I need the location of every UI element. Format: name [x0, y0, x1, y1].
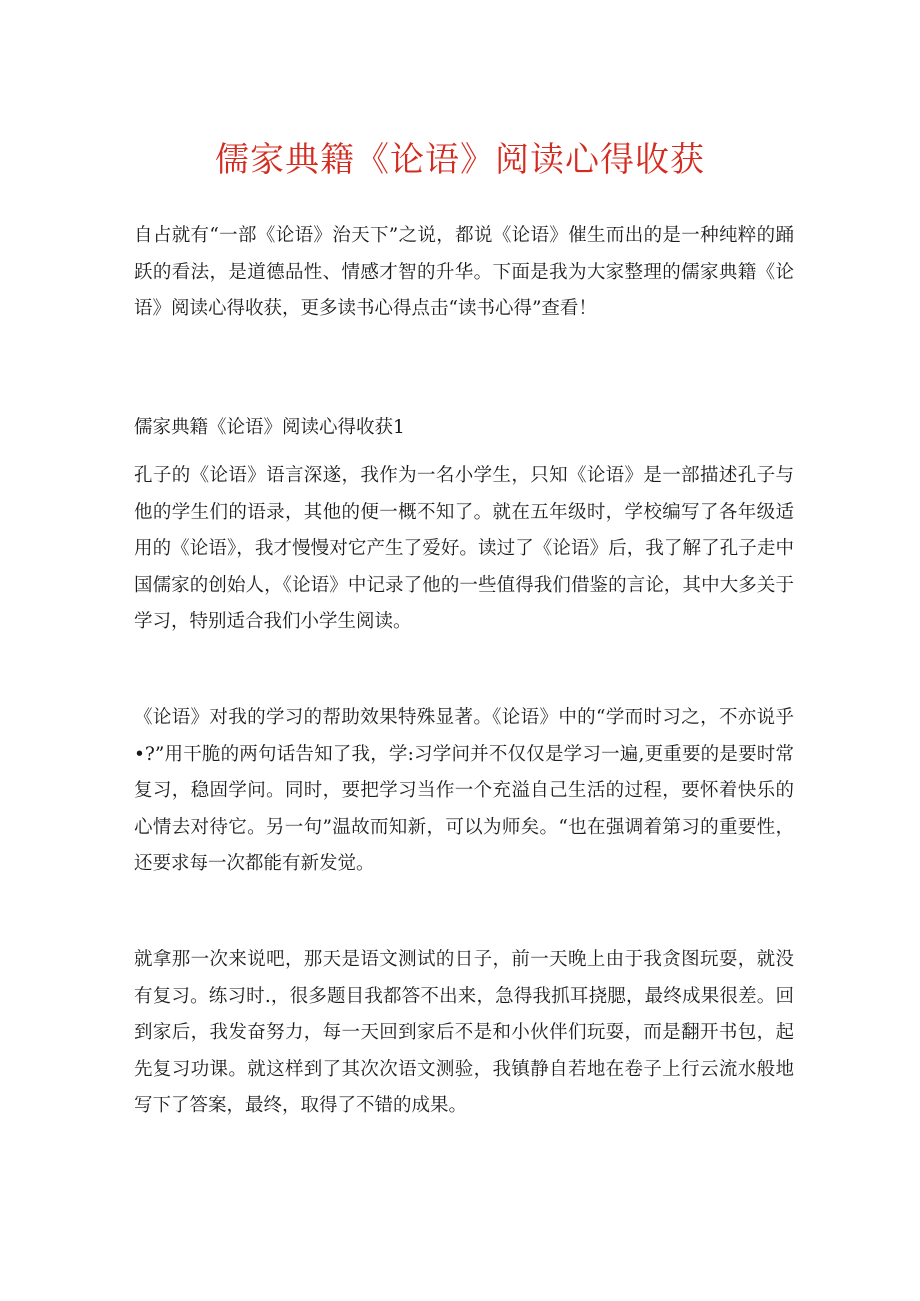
document-title: 儒家典籍《论语》阅读心得收获 [215, 140, 705, 180]
intro-paragraph: 自占就有“一部《论语》治天下”之说，都说《论语》催生而出的是一种纯粹的踊跃的看法，是道德品性、情感才智的升华。下面是我为大家整理的儒家典籍《论语》阅读心得收获，更多读书心得点击“读书心得”查看！ [134, 225, 794, 319]
body-paragraph-2: 《论语》对我的学习的帮助效果特殊显著。《论语》中的“学而时习之，不亦说乎•?”用干脆的两句话告知了我，学:习学问并不仅仅是学习一遍,更重要的是要时常复习，稳固学问。同时，要把学习当作一个充溢自己生活的过程，要怀着快乐的心情去对待它。另一句”温故而知新，可以为师矣。“也在强调着第习的重要性，还要求每一次都能有新发觉。 [134, 707, 794, 874]
body-paragraph-1: 孔子的《论语》语言深遂，我作为一名小学生，只知《论语》是一部描述孔子与他的学生们的语录，其他的便一概不知了。就在五年级时，学校编写了各年级适用的《论语》，我才慢慢对它产生了爱好。读过了《论语》后，我了解了孔子走中国儒家的创始人，《论语》中记录了他的一些值得我们借鉴的言论，其中大多关于学习，特别适合我们小学生阅读。 [134, 465, 794, 632]
section-heading: 儒家典籍《论语》阅读心得收获1 [134, 417, 405, 438]
body-paragraph-3: 就拿那一次来说吧，那天是语文测试的日子，前一天晚上由于我贪图玩耍，就没有复习。练习时.，很多题目我都答不出来，急得我抓耳挠腮，最终成果很差。回到家后，我发奋努力，每一天回到家后不是和小伙伴们玩耍，而是翻开书包，起先复习功课。就这样到了其次次语文测验，我镇静自若地在卷子上行云流水般地写下了答案，最终，取得了不错的成果。 [134, 949, 794, 1116]
